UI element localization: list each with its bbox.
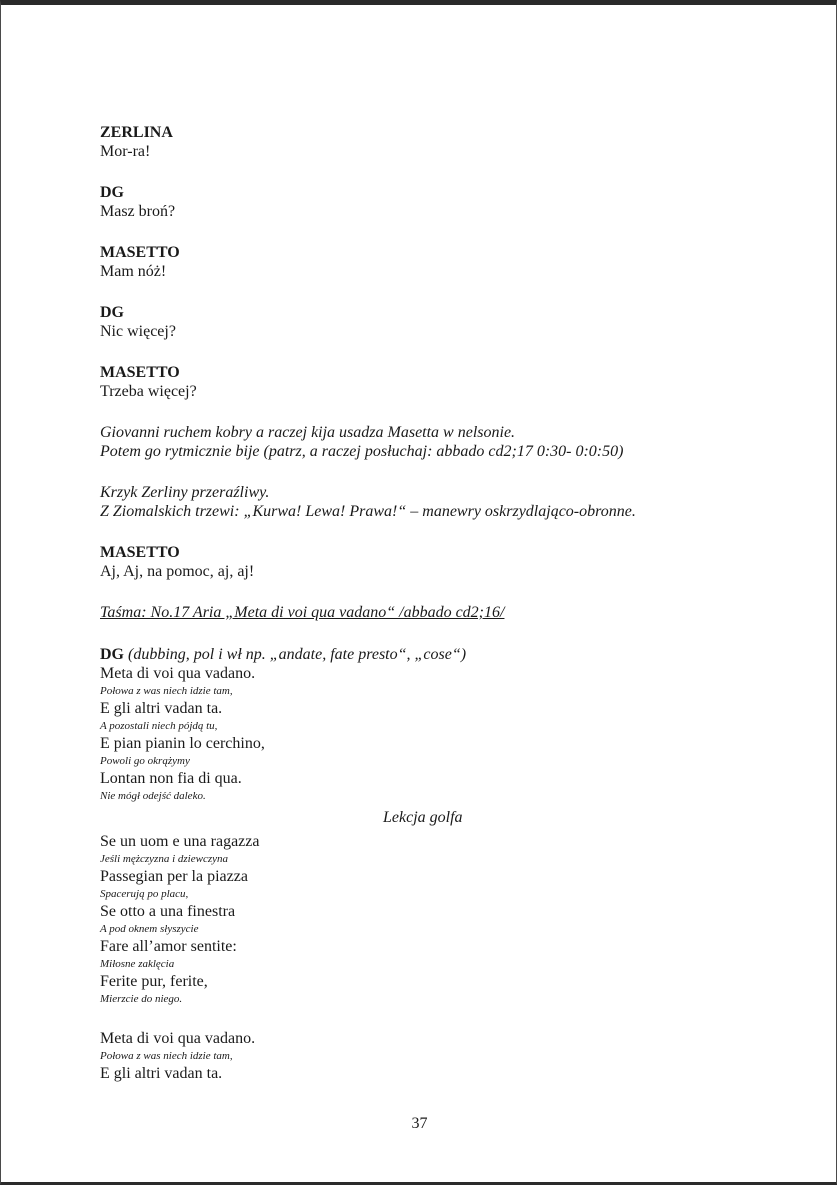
stage-direction-line: Potem go rytmicznie bije (patrz, a raczej posłuchaj: abbado cd2;17 0:30- 0:0:50) [100,443,624,460]
translation-line: A pozostali niech pójdą tu, [100,720,218,732]
stage-direction-line: Z Ziomalskich trzewi: „Kurwa! Lewa! Prawa!“ – manewry oskrzydlająco-obronne. [100,503,636,520]
translation-line: Nie mógł odejść daleko. [100,790,206,802]
stage-direction [100,483,740,521]
lyric-line: E pian pianin lo cerchino, [100,735,265,752]
stage-direction [100,423,740,461]
lyric-line: Fare all’amor sentite: [100,938,237,955]
tape-cue: Taśma: No.17 Aria „Meta di voi qua vadano“ /abbado cd2;16/ [100,604,505,621]
lyric-line: Meta di voi qua vadano. [100,665,256,682]
dialogue-line: Aj, Aj, na pomoc, aj, aj! [100,563,255,580]
translation-line: Mierzcie do niego. [100,993,183,1005]
speaker-name: MASETTO [100,544,180,561]
dialogue-line: Mam nóż! [100,263,167,280]
translation-line: Miłosne zaklęcia [100,958,175,970]
translation-line: Powoli go okrążymy [100,755,190,767]
dubbing-note: (dubbing, pol i wł np. „andate, fate presto“, „cose“) [128,646,467,663]
speaker-name: MASETTO [100,364,180,381]
dialogue-entry [100,243,740,281]
dialogue-entry [100,123,740,161]
dialogue-line: Masz broń? [100,203,176,220]
stanza [100,665,740,805]
dialogue-entry [100,543,740,581]
aria-header [100,645,740,665]
dialogue-entry [100,303,740,341]
dialogue-entry [100,363,740,401]
speaker-name: DG [100,304,124,321]
section-title: Lekcja golfa [383,809,463,826]
speaker-name: ZERLINA [100,124,173,141]
dialogue-line: Nic więcej? [100,323,176,340]
speaker-name: DG [100,184,124,201]
lyric-line: Lontan non fia di qua. [100,770,242,787]
dialogue-line: Trzeba więcej? [100,383,197,400]
lyric-line: Ferite pur, ferite, [100,973,208,990]
translation-line: A pod oknem słyszycie [100,923,199,935]
translation-line: Jeśli mężczyzna i dziewczyna [100,853,228,865]
dialogue-entry [100,183,740,221]
lyric-line: E gli altri vadan ta. [100,700,223,717]
lyric-line: Se un uom e una ragazza [100,833,260,850]
stage-direction-line: Giovanni ruchem kobry a raczej kija usadza Masetta w nelsonie. [100,424,516,441]
speaker-name: MASETTO [100,244,180,261]
translation-line: Spacerują po placu, [100,888,189,900]
dialogue-line: Mor-ra! [100,143,151,160]
document-body [100,123,740,1082]
lyric-line: E gli altri vadan ta. [100,1065,223,1082]
lyric-line: Passegian per la piazza [100,868,248,885]
stanza [100,833,740,1008]
stanza [100,1030,740,1082]
translation-line: Połowa z was niech idzie tam, [100,685,233,697]
page-number: 37 [411,1115,428,1132]
speaker-name: DG [100,646,124,663]
stage-direction-line: Krzyk Zerliny przeraźliwy. [100,484,270,501]
lyric-line: Se otto a una finestra [100,903,236,920]
lyric-line: Meta di voi qua vadano. [100,1030,256,1047]
translation-line: Połowa z was niech idzie tam, [100,1050,233,1062]
